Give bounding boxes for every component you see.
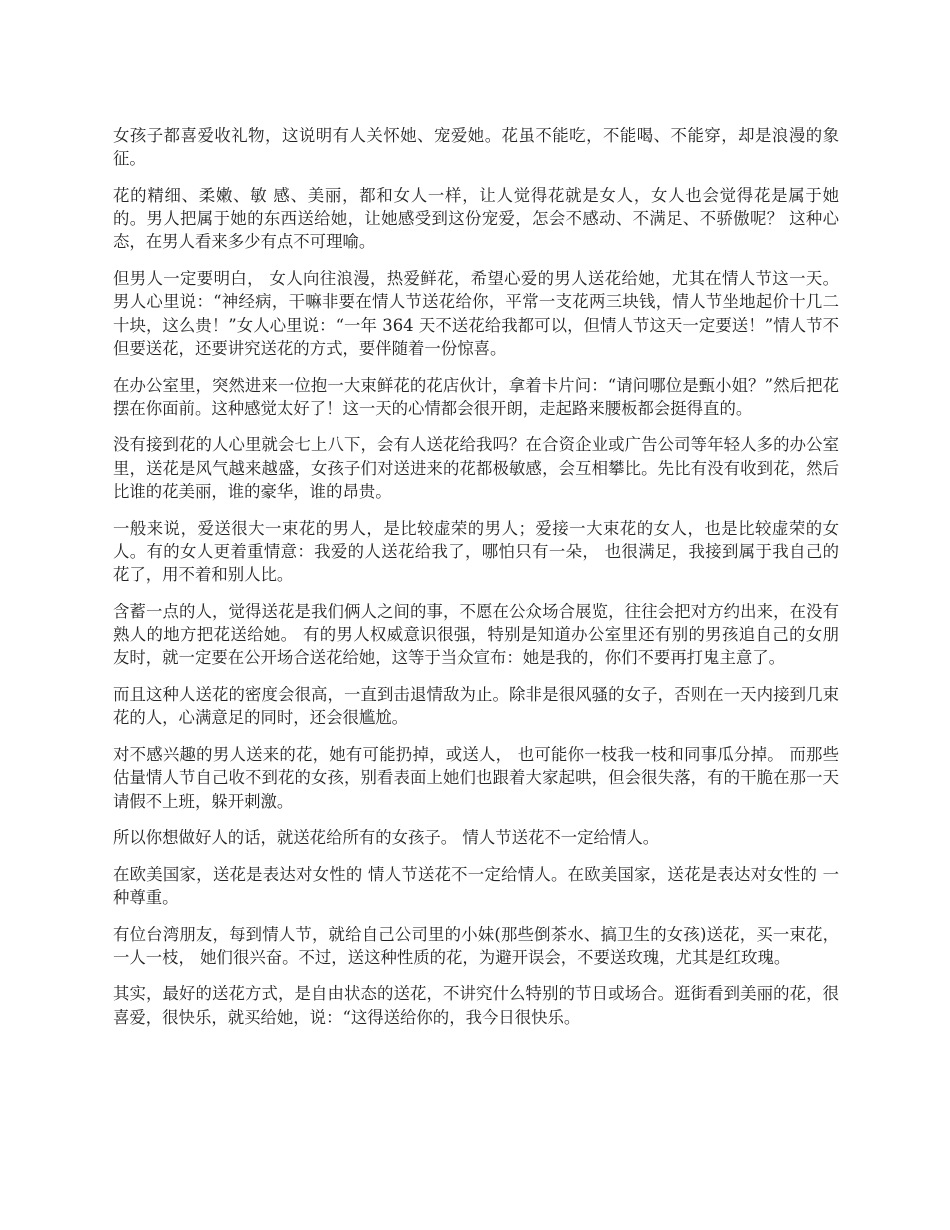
document-page <box>113 124 839 1042</box>
paragraph-7: 含蓄一点的人，觉得送花是我们俩人之间的事，不愿在公众场合展览，往往会把对方约出来，在没有熟人的地方把花送给她。 有的男人权威意识很强，特别是知道办公室里还有别的男孩追自己的女朋友时，就一定要在公开场合送花给她，这等于当众宣布：她是我的，你们不要再打鬼主意了。 <box>113 601 839 668</box>
paragraph-1: 女孩子都喜爱收礼物，这说明有人关怀她、宠爱她。花虽不能吃，不能喝、不能穿，却是浪漫的象征。 <box>113 126 839 169</box>
paragraph-6: 一般来说，爱送很大一束花的男人，是比较虚荣的男人；爱接一大束花的女人，也是比较虚荣的女人。有的女人更着重情意：我爱的人送花给我了，哪怕只有一朵， 也很满足，我接到属于我自己的花了，用不着和别人比。 <box>113 518 839 585</box>
paragraph-12: 有位台湾朋友，每到情人节，就给自己公司里的小妹(那些倒茶水、搞卫生的女孩)送花，买一束花，一人一枝， 她们很兴奋。不过，送这种性质的花，为避开误会，不要送玫瑰，尤其是红玫瑰。 <box>113 924 839 967</box>
paragraph-13: 其实，最好的送花方式，是自由状态的送花，不讲究什么特别的节日或场合。逛街看到美丽的花，很喜爱，很快乐，就买给她，说：“这得送给你的，我今日很快乐。 <box>113 984 839 1027</box>
paragraph-10: 所以你想做好人的话，就送花给所有的女孩子。 情人节送花不一定给情人。 <box>113 828 660 848</box>
paragraph-2: 花的精细、柔嫩、敏 感、美丽，都和女人一样，让人觉得花就是女人，女人也会觉得花是属于她的。男人把属于她的东西送给她，让她感受到这份宠爱，怎会不感动、不满足、不骄傲呢？ 这种心态，在男人看来多少有点不可理喻。 <box>113 185 839 252</box>
paragraph-5: 没有接到花的人心里就会七上八下，会有人送花给我吗？在合资企业或广告公司等年轻人多的办公室里，送花是风气越来越盛，女孩子们对送进来的花都极敏感，会互相攀比。先比有没有收到花，然后比谁的花美丽，谁的豪华，谁的昂贵。 <box>113 435 839 502</box>
paragraph-4: 在办公室里，突然进来一位抱一大束鲜花的花店伙计，拿着卡片问：“请问哪位是甄小姐？”然后把花摆在你面前。这种感觉太好了！这一天的心情都会很开朗，走起路来腰板都会挺得直的。 <box>113 375 839 418</box>
paragraph-9: 对不感兴趣的男人送来的花，她有可能扔掉，或送人， 也可能你一枝我一枝和同事瓜分掉。 而那些估量情人节自己收不到花的女孩，别看表面上她们也跟着大家起哄，但会很失落，有的干脆在那一天请假不上班，躲开刺激。 <box>113 744 839 811</box>
paragraph-8: 而且这种人送花的密度会很高，一直到击退情敌为止。除非是很风骚的女子，否则在一天内接到几束花的人，心满意足的同时，还会很尴尬。 <box>113 685 839 728</box>
paragraph-11: 在欧美国家，送花是表达对女性的 情人节送花不一定给情人。在欧美国家，送花是表达对女性的 一种尊重。 <box>113 864 839 907</box>
paragraph-3: 但男人一定要明白， 女人向往浪漫，热爱鲜花，希望心爱的男人送花给她，尤其在情人节这一天。男人心里说：“神经病，干嘛非要在情人节送花给你，平常一支花两三块钱，情人节坐地起价十几二十块，这么贵！”女人心里说：“一年 364 天不送花给我都可以，但情人节这天一定要送！”情人节不但要送花，还要讲究送花的方式，要伴随着一份惊喜。 <box>113 269 839 358</box>
